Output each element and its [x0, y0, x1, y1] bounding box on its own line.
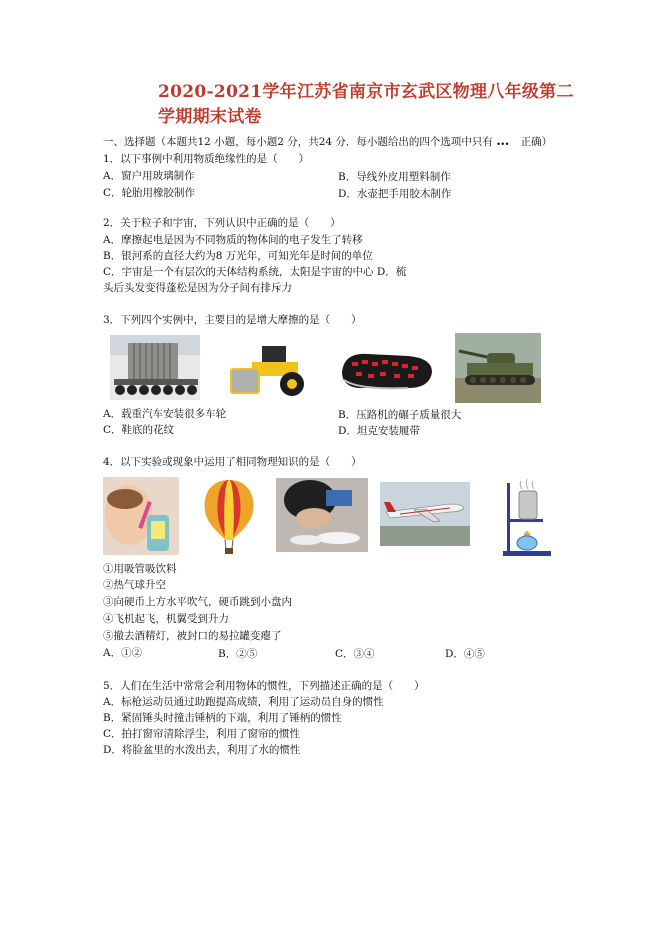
q1-stem: 1．以下事例中利用物质绝缘性的是（ ）: [103, 153, 310, 165]
q3-stem: 3．下列四个实例中，主要目的是增大摩擦的是（ ）: [103, 314, 362, 326]
q4-option-d: D．④⑤: [445, 648, 485, 660]
q2-option-c: C．宇宙是一个有层次的天体结构系统，太阳是宇宙的中心 D．梳: [103, 266, 407, 278]
hot-air-balloon-image: [197, 478, 261, 556]
q4-item-4: ④飞机起飞，机翼受到升力: [103, 613, 229, 625]
q2-stem: 2．关于粒子和宇宙，下列认识中正确的是（ ）: [103, 217, 341, 229]
q1-option-d: D．水壶把手用胶木制作: [338, 188, 452, 200]
q4-option-a: A．①②: [103, 647, 143, 659]
q1-option-a: A．窗户用玻璃制作: [103, 170, 195, 182]
q4-item-5: ⑤撤去酒精灯，被封口的易拉罐变瘪了: [103, 630, 282, 642]
q3-option-b: B．压路机的碾子质量很大: [338, 409, 462, 421]
q4-item-2: ②热气球升空: [103, 579, 166, 591]
q1-option-c: C．轮胎用橡胶制作: [103, 187, 196, 199]
road-roller-image: [222, 340, 314, 398]
q2-option-b: B．银河系的直径大约为8 万光年，可知光年是时间的单位: [103, 250, 373, 262]
q1-option-b: B．导线外皮用塑料制作: [338, 171, 451, 183]
q5-stem: 5．人们在生活中常常会利用物体的惯性，下列描述正确的是（ ）: [103, 680, 425, 692]
section-text: 一、选择题（本题共12 小题，每小题2 分，共24 分．每小题给出的四个选项中只有: [103, 136, 493, 148]
airplane-image: [380, 482, 470, 546]
q5-option-a: A．标枪运动员通过助跑提高成绩，利用了运动员自身的惯性: [103, 696, 384, 708]
section-emphasis: …: [496, 134, 510, 149]
q5-option-c: C．拍打窗帘清除浮尘，利用了窗帘的惯性: [103, 728, 301, 740]
alcohol-lamp-can-image: [497, 477, 557, 559]
q3-option-c: C．鞋底的花纹: [103, 424, 175, 436]
child-straw-image: [103, 477, 179, 555]
truck-image: [110, 335, 200, 400]
q2-option-d: 头后头发变得蓬松是因为分子间有排斥力: [103, 282, 292, 294]
q3-option-d: D．坦克安装履带: [338, 425, 420, 437]
page-title: [158, 80, 598, 130]
q4-stem: 4．以下实验或现象中运用了相同物理知识的是（ ）: [103, 456, 362, 468]
title-line-1: 2020-2021学年江苏省南京市玄武区物理八年级第二: [158, 82, 574, 102]
q2-option-a: A．摩擦起电是因为不同物质的物体间的电子发生了转移: [103, 234, 363, 246]
q5-option-b: B．紧固锤头时撞击锤柄的下端，利用了锤柄的惯性: [103, 712, 342, 724]
section-header: [103, 135, 552, 149]
tank-image: [455, 333, 541, 403]
q4-option-c: C．③④: [335, 648, 375, 660]
q4-item-1: ①用吸管吸饮料: [103, 563, 177, 575]
q3-option-a: A．载重汽车安装很多车轮: [103, 408, 227, 420]
q4-option-b: B．②⑤: [218, 648, 258, 660]
q5-option-d: D．将脸盆里的水泼出去，利用了水的惯性: [103, 744, 301, 756]
section-tail: 正确）: [520, 136, 553, 148]
coin-blow-image: [276, 478, 368, 552]
q4-item-3: ③向硬币上方水平吹气，硬币跳到小盘内: [103, 596, 292, 608]
title-line-2: 学期期末试卷: [158, 107, 262, 127]
shoe-sole-image: [338, 342, 436, 396]
